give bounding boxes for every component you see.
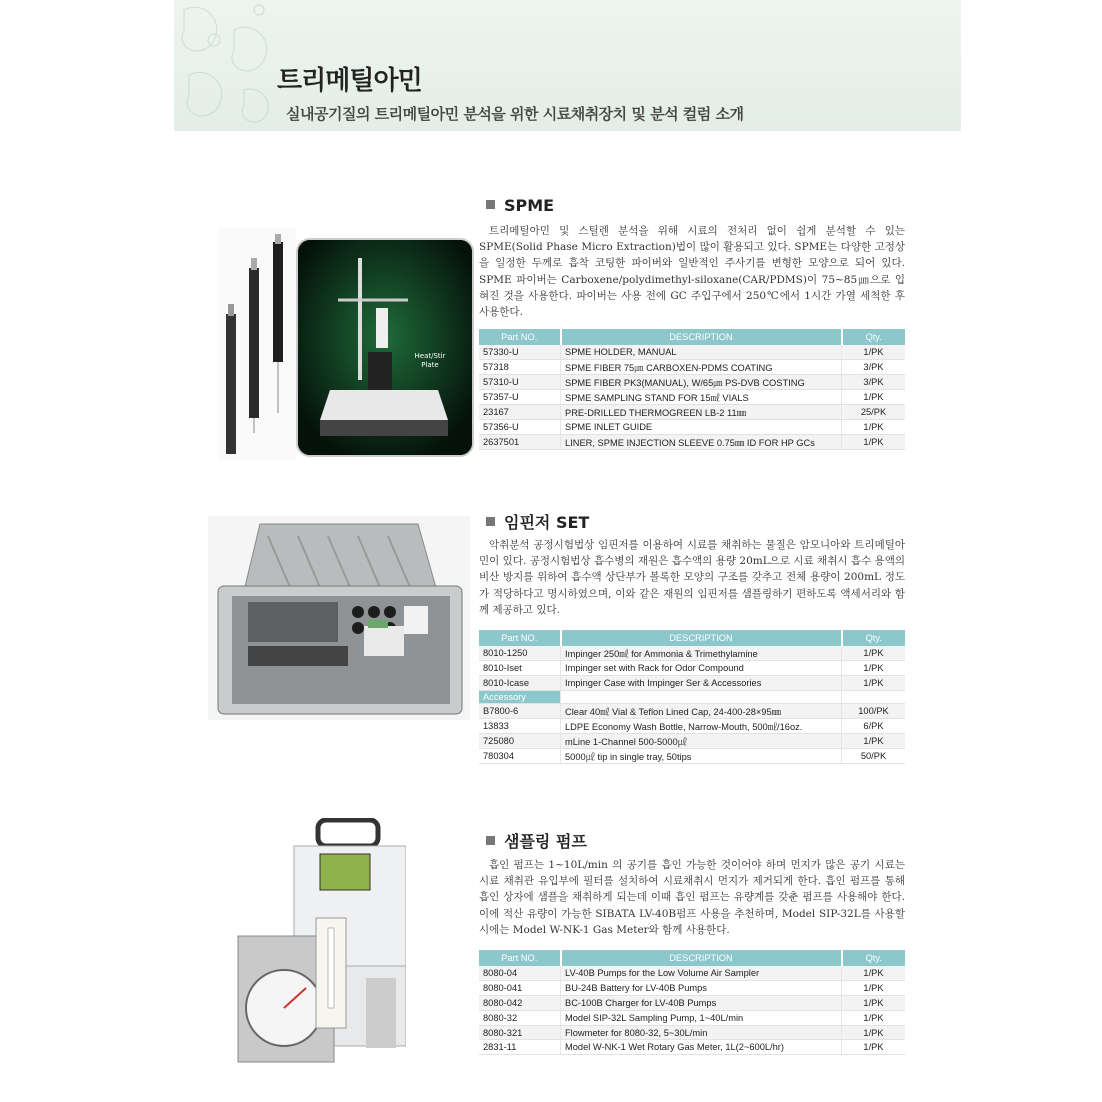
qty-cell: 1/PK xyxy=(842,733,906,748)
qty-cell: 1/PK xyxy=(842,980,906,995)
table-row xyxy=(479,374,905,389)
qty-cell: 1/PK xyxy=(842,675,906,690)
table-row xyxy=(479,995,905,1010)
part-no-cell: 8080-042 xyxy=(479,995,561,1010)
pump-description: 흡인 펌프는 1~10L/min 의 공기를 흡인 가능한 것이어야 하며 먼지가 많은 공기 시료는 시료 채취관 유입부에 필터를 설치하여 시료채취시 먼지가 제거되게 한다. 흡인 펌프를 통해 흡인 상자에 샘플을 채취하게 되는데 이때 흡인 펌프는 유량계를 갖춘 펌프를 사용해야 한다. 이에 적산 유량이 가능한 SIBATA LV-40B펌프 사용을 추천하며, Model SIP-32L를 사용할 시에는 Model W-NK-1 Gas Meter와 함께 사용한다. xyxy=(479,859,905,936)
impinger-case-photo xyxy=(208,516,470,720)
qty-cell: 1/PK xyxy=(842,1010,906,1025)
qty-cell: 3/PK xyxy=(842,374,906,389)
part-no-cell: 57310-U xyxy=(479,374,561,389)
table-row xyxy=(479,661,905,676)
part-no-cell: B7800-6 xyxy=(479,703,561,718)
table-row xyxy=(479,748,905,763)
description-cell: PRE-DRILLED THERMOGREEN LB-2 11㎜ xyxy=(561,404,842,419)
description-header: DESCRIPTION xyxy=(561,950,842,966)
description-cell: Impinger 250㎖ for Ammonia & Trimethylamine xyxy=(561,646,842,661)
table-row xyxy=(479,404,905,419)
qty-cell: 6/PK xyxy=(842,718,906,733)
description-cell: LV-40B Pumps for the Low Volume Air Sampler xyxy=(561,966,842,980)
description-cell: Impinger Case with Impinger Ser & Accessories xyxy=(561,675,842,690)
table-row xyxy=(479,675,905,690)
part-no-cell: 23167 xyxy=(479,404,561,419)
qty-cell: 1/PK xyxy=(842,434,906,449)
table-row xyxy=(479,1040,905,1055)
part-no-cell: 8080-321 xyxy=(479,1025,561,1040)
description-cell: 5000㎕ tip in single tray, 50tips xyxy=(561,748,842,763)
pump-parts-table xyxy=(479,950,905,1055)
table-row xyxy=(479,389,905,404)
part-no-header: Part NO. xyxy=(479,630,561,646)
impinger-parts-table xyxy=(479,630,905,764)
description-cell: SPME HOLDER, MANUAL xyxy=(561,345,842,359)
part-no-cell: 57318 xyxy=(479,359,561,374)
part-no-header: Part NO. xyxy=(479,950,561,966)
spme-heading: SPME xyxy=(486,196,554,215)
description-cell: Flowmeter for 8080-32, 5~30L/min xyxy=(561,1025,842,1040)
table-row xyxy=(479,966,905,980)
table-row xyxy=(479,646,905,661)
qty-header: Qty. xyxy=(842,630,906,646)
description-cell: LINER, SPME INJECTION SLEEVE 0.75㎜ ID FOR HP GCs xyxy=(561,434,842,449)
table-header-row xyxy=(479,950,905,966)
part-no-cell: 8010-Iset xyxy=(479,661,561,676)
part-no-cell: 57357-U xyxy=(479,389,561,404)
page-header xyxy=(174,0,961,131)
qty-cell: 1/PK xyxy=(842,966,906,980)
qty-cell: 1/PK xyxy=(842,995,906,1010)
qty-cell: 1/PK xyxy=(842,419,906,434)
description-cell: SPME FIBER PK3(MANUAL), W/65㎛ PS-DVB COSTING xyxy=(561,374,842,389)
qty-cell: 1/PK xyxy=(842,389,906,404)
heat-stir-plate-label: Heat/Stir Plate xyxy=(414,352,446,369)
part-no-cell: 13833 xyxy=(479,718,561,733)
part-no-cell: 8080-32 xyxy=(479,1010,561,1025)
table-row xyxy=(479,1025,905,1040)
table-row xyxy=(479,359,905,374)
qty-header: Qty. xyxy=(842,950,906,966)
qty-cell: 50/PK xyxy=(842,748,906,763)
spme-parts-table xyxy=(479,329,905,450)
part-no-cell: 725080 xyxy=(479,733,561,748)
accessory-label: Accessory xyxy=(479,690,561,703)
qty-header: Qty. xyxy=(842,329,906,345)
part-no-cell: 780304 xyxy=(479,748,561,763)
table-row xyxy=(479,434,905,449)
part-no-cell: 57356-U xyxy=(479,419,561,434)
part-no-cell: 2831-11 xyxy=(479,1040,561,1055)
spme-stand-photo xyxy=(296,238,474,457)
description-cell: SPME FIBER 75㎛ CARBOXEN-PDMS COATING xyxy=(561,359,842,374)
accessory-spacer xyxy=(561,690,842,703)
spme-description: 트리메틸아민 및 스틸렌 분석을 위해 시료의 전처리 없이 쉽게 분석할 수 있는 SPME(Solid Phase Micro Extraction)법이 많이 활용되고 있다. SPME는 다양한 고정상을 일정한 두께로 흡착 코팅한 파이버와 일반적인 주사기를 변형한 모양으로 되어 있다. SPME 파이버는 Carboxene/polydimethyl-siloxane(CAR/PDMS)이 75~85㎛으로 입혀진 것을 사용한다. 파이버는 사용 전에 GC 주입구에서 250℃에서 1시간 가열 세척한 후 사용한다. xyxy=(479,225,905,319)
floral-pattern-decoration xyxy=(174,0,284,131)
table-header-row xyxy=(479,329,905,345)
impinger-heading: 임핀저 SET xyxy=(486,510,589,533)
description-cell: Model W-NK-1 Wet Rotary Gas Meter, 1L(2~600L/hr) xyxy=(561,1040,842,1055)
qty-cell: 1/PK xyxy=(842,661,906,676)
part-no-cell: 8080-041 xyxy=(479,980,561,995)
page-subtitle: 실내공기질의 트리메틸아민 분석을 위한 시료채취장치 및 분석 컬럼 소개 xyxy=(286,105,744,123)
table-row xyxy=(479,345,905,359)
sampling-pump-photo xyxy=(234,818,406,1066)
part-no-header: Part NO. xyxy=(479,329,561,345)
qty-cell: 3/PK xyxy=(842,359,906,374)
description-cell: SPME INLET GUIDE xyxy=(561,419,842,434)
qty-cell: 25/PK xyxy=(842,404,906,419)
description-cell: Impinger set with Rack for Odor Compound xyxy=(561,661,842,676)
table-row xyxy=(479,703,905,718)
table-row xyxy=(479,419,905,434)
table-row xyxy=(479,980,905,995)
description-cell: BU-24B Battery for LV-40B Pumps xyxy=(561,980,842,995)
part-no-cell: 2637501 xyxy=(479,434,561,449)
description-header: DESCRIPTION xyxy=(561,329,842,345)
table-header-row xyxy=(479,630,905,646)
page-title: 트리메틸아민 xyxy=(277,66,422,96)
table-row xyxy=(479,1010,905,1025)
description-cell: Clear 40㎖ Vial & Teflon Lined Cap, 24-400-28×95㎜ xyxy=(561,703,842,718)
description-cell: mLine 1-Channel 500-5000㎕ xyxy=(561,733,842,748)
pump-heading: 샘플링 펌프 xyxy=(486,829,587,852)
description-cell: Model SIP-32L Sampling Pump, 1~40L/min xyxy=(561,1010,842,1025)
impinger-description: 악취분석 공정시험법상 임핀저를 이용하여 시료를 채취하는 물질은 암모니아와 트리메틸아민이 있다. 공정시험법상 흡수병의 재원은 흡수액의 용량 20mL으로 시료 채취시 흡수 용액의 비산 방지를 위하여 흡수액 상단부가 볼록한 모양의 구조를 갖추고 전체 용량이 200mL 정도가 적당하다고 명시하였으며, 이와 같은 재원의 임핀저를 샘플링하기 편하도록 액세서리와 함께 제공하고 있다. xyxy=(479,539,905,616)
part-no-cell: 8080-04 xyxy=(479,966,561,980)
table-row xyxy=(479,733,905,748)
qty-cell: 100/PK xyxy=(842,703,906,718)
qty-cell: 1/PK xyxy=(842,1025,906,1040)
description-cell: LDPE Economy Wash Bottle, Narrow-Mouth, 500㎖/16oz. xyxy=(561,718,842,733)
accessory-row xyxy=(479,690,905,703)
description-header: DESCRIPTION xyxy=(561,630,842,646)
table-row xyxy=(479,718,905,733)
qty-cell: 1/PK xyxy=(842,1040,906,1055)
accessory-spacer xyxy=(842,690,906,703)
qty-cell: 1/PK xyxy=(842,646,906,661)
part-no-cell: 8010-1250 xyxy=(479,646,561,661)
spme-holder-photo xyxy=(218,228,296,460)
part-no-cell: 8010-Icase xyxy=(479,675,561,690)
part-no-cell: 57330-U xyxy=(479,345,561,359)
description-cell: SPME SAMPLING STAND FOR 15㎖ VIALS xyxy=(561,389,842,404)
description-cell: BC-100B Charger for LV-40B Pumps xyxy=(561,995,842,1010)
qty-cell: 1/PK xyxy=(842,345,906,359)
